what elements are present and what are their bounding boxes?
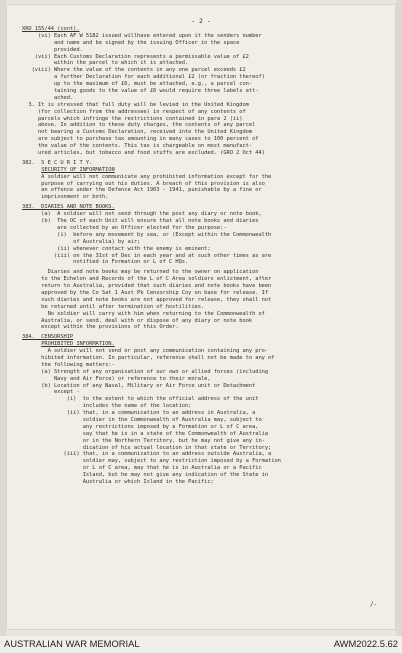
document-line: except within the provisions of this Order. (22, 324, 179, 331)
archive-name: AUSTRALIAN WAR MEMORIAL (4, 638, 140, 649)
document-line: any restrictions imposed by a Formation or L of C area, (22, 423, 259, 430)
document-line: not bearing a Customs Declaration, received into the United Kingdom (22, 129, 253, 136)
document-line: A soldier will not send or post any communication containing any pro- (22, 348, 269, 355)
document-line: (b) The OC of each Unit will ensure that all note books and diaries (22, 218, 259, 225)
document-line (22, 204, 390, 211)
document-line: 382. S E C U R I T Y. (22, 159, 93, 166)
document-line: Australia, or send, deal with or dispose of any diary or note book (22, 317, 253, 324)
document-line: soldier in the Commonwealth of Australia may, subject to (22, 416, 262, 423)
underlined-heading: XRO 155/44 (cont). (22, 26, 80, 32)
document-line: up to the maximum of £6, must be attached, e.g., a parcel con- (22, 81, 253, 88)
document-line: return to Australia, provided that such diaries and note books have been (22, 283, 272, 290)
document-line: (ii) whenever contact with the enemy is eminent; (22, 245, 211, 252)
document-line: except - (22, 389, 80, 396)
document-line: Island, but he may not give any indication of the State in (22, 472, 269, 479)
document-line: soldier may, subject to any restriction imposed by a Formation (22, 458, 281, 465)
document-line: parcels which infringe the restrictions contained in para 2 (ii) (22, 115, 243, 122)
document-line: (a) Strength of any organisation of our own or allied forces (including (22, 368, 269, 375)
document-line: be returned until after termination of hostilities. (22, 303, 205, 310)
underlined-heading: 384. CENSORSHIP (22, 334, 74, 341)
document-line: (b) Location of any Naval, Military or Air Force unit or Detachment (22, 382, 256, 389)
document-line: (viii) Where the value of the contents in any one parcel exceeds £2 (22, 67, 246, 74)
document-line: (ii) that, in a communication to an address in Australia, a (22, 410, 256, 417)
document-line: an offence under the Defence Act 1903 - 1941, punishable by a fine or (22, 187, 262, 194)
document-line: and name and be signed by the issuing Officer in the space (22, 39, 240, 46)
document-line (22, 334, 390, 341)
document-line: (a) A soldier will not send through the post any diary or note book, (22, 211, 262, 218)
underlined-heading: 383. DIARIES AND NOTE BOOKS. (22, 204, 115, 211)
document-sheet (6, 4, 396, 630)
document-line (22, 26, 390, 33)
document-line: of Australia) by air; (22, 238, 141, 245)
document-line: Navy and Air Force) or reference to their morale, (22, 375, 211, 382)
document-line: taining goods to the value of £6 would require three labels att- (22, 88, 259, 95)
document-line: imprisonment or both. (22, 194, 109, 201)
document-line: approved by the Co Sat 1 Aust Pk Censorship Coy on base for release. If (22, 289, 269, 296)
document-line: ured articles, but tobacco and food stuffs are excluded. (GRO 2 Oct 44) (22, 150, 265, 157)
document-line: notified in Formation or L of C HQs. (22, 259, 189, 266)
underlined-heading: SECURITY OF INFORMATION (41, 166, 115, 173)
document-line: Australia or which Island in the Pacific; (22, 479, 214, 485)
scan-edge-right (396, 0, 402, 636)
underlined-heading: PROHIBITED INFORMATION. (41, 341, 115, 348)
document-line: (for collection from the addressee) in respect of any contents of (22, 108, 246, 115)
document-line: are subject to purchase tax amounting in many cases to 100 percent of (22, 136, 259, 143)
document-line: (i) to the extent to which the official address of the unit (22, 396, 259, 403)
document-line: such diaries and note books are not approved for release, they shall not (22, 296, 272, 303)
document-line: or in the Northern Territory, but he may not give any in- (22, 437, 265, 444)
document-line: No soldier will carry with him when returning to the Commonwealth of (22, 310, 265, 317)
document-line: (i) before any movement by sea, or (Except within the Commonwealth (22, 231, 272, 238)
document-line: say that he is in a state of the Commonwealth of Australia (22, 430, 269, 437)
document-line: (vii) Each Customs Declaration represents a permissable value of £2 (22, 53, 249, 60)
document-line: dication of his actual location in that state or Territory; (22, 444, 272, 451)
document-line: provided. (22, 46, 83, 53)
document-line: are collected by an Officer elected for the purpose:- (22, 224, 227, 231)
document-body (22, 26, 390, 486)
document-line: the value of the contents. This tax is chargeable on most manufact- (22, 143, 253, 150)
archive-footer (0, 636, 402, 653)
document-line: above. In addition to these duty charges, the contents of any parcel (22, 122, 256, 129)
document-line: (iii) that, in a communication to an address outside Australia, a (22, 451, 272, 458)
document-line: A soldier will not communicate any prohibited information except for the (22, 173, 272, 180)
page-number: - 2 - (191, 17, 211, 25)
document-line: Diaries and note books may be returned to the owner on application (22, 269, 259, 276)
document-line: (iii) on the 31st of Dec in each year and at such other times as are (22, 252, 272, 259)
document-line (22, 167, 390, 174)
document-line: purpose of carrying out his duties. A breach of this provision is also (22, 180, 265, 187)
archive-reference: AWM2022.5.62 (333, 638, 398, 649)
document-line: 3. It is stressed that full duty will be levied in the United Kingdom (22, 101, 249, 108)
document-line (22, 341, 390, 348)
document-line: the following matters:- (22, 361, 115, 368)
document-line: ached. (22, 94, 74, 101)
document-line: (vi) Each AF W 5182 issued willhave entered upon it the senders number (22, 32, 262, 39)
document-line: includes the name of the location; (22, 403, 192, 410)
document-line: within the parcel to which it is attached. (22, 60, 189, 67)
document-line: or L of C area, may that he is in Australia or a Pacific (22, 465, 262, 472)
document-line: to the Echelon and Records of the L of C Area soldiers enlistment, after (22, 276, 272, 283)
document-line: hibited information. In particular, reference shall not be made to any of (22, 354, 275, 361)
document-line: a further Declaration for each additional £2 (or fraction thereof) (22, 74, 265, 81)
continuation-mark: /- (370, 601, 378, 608)
